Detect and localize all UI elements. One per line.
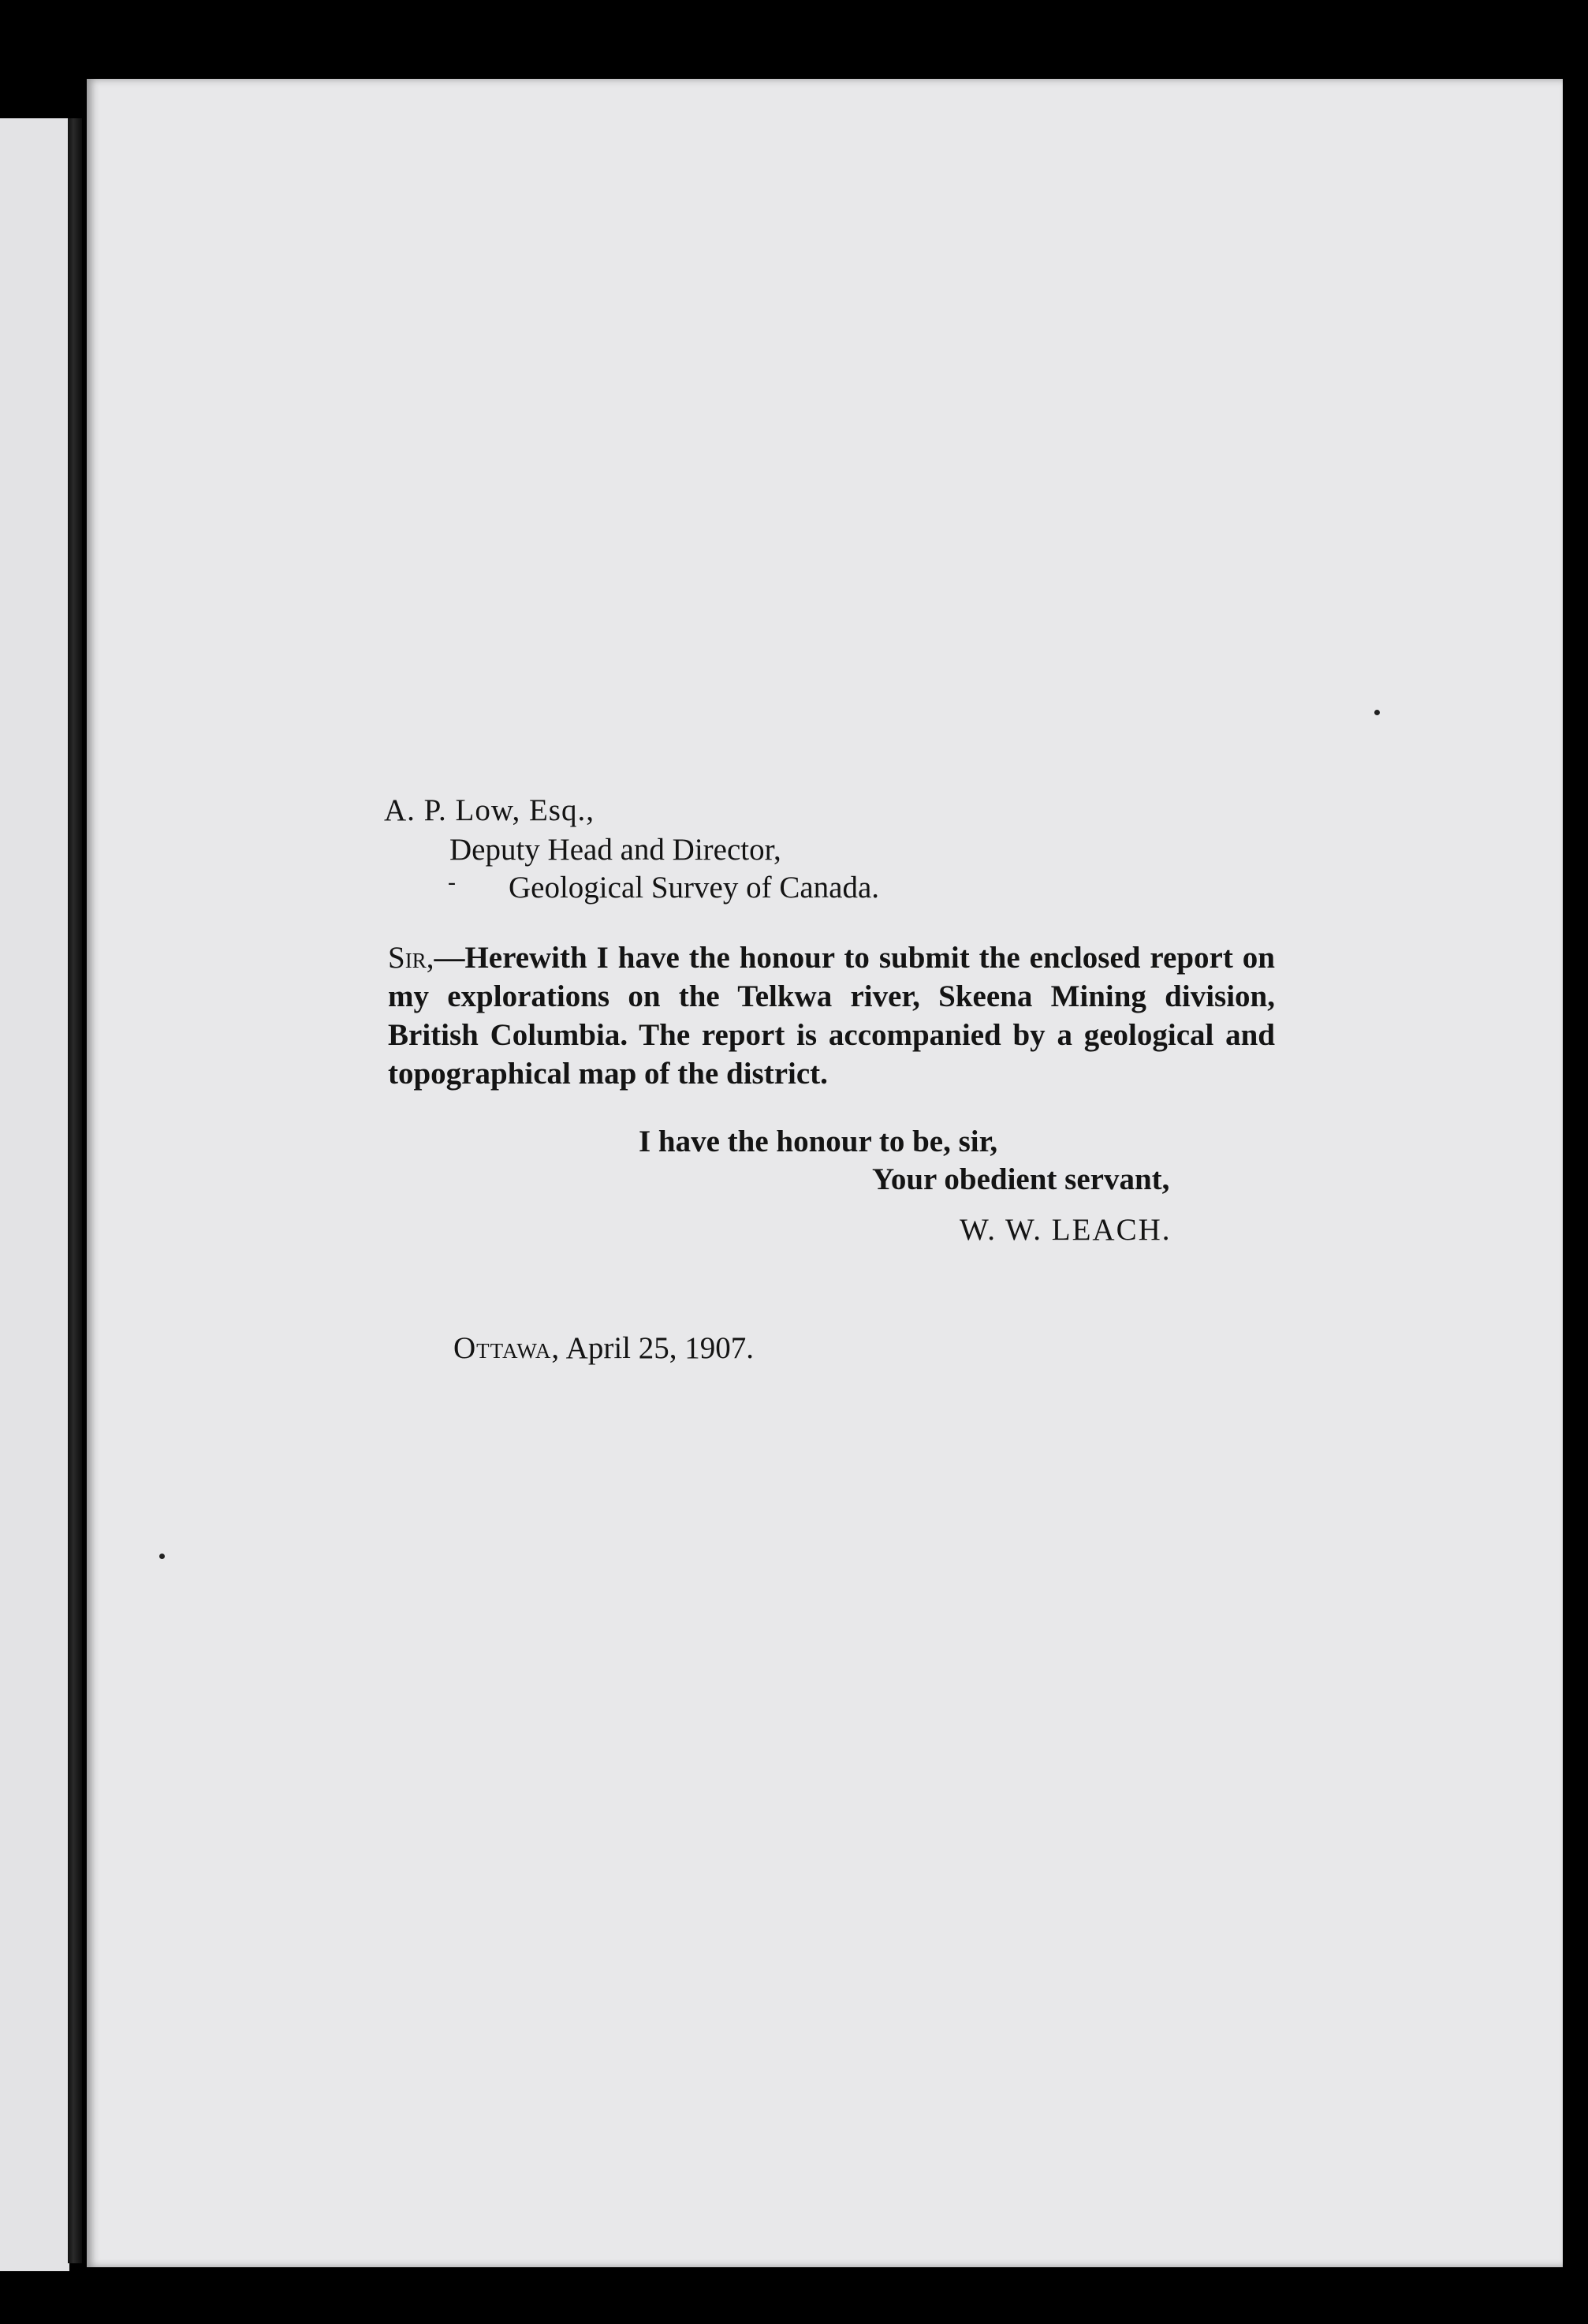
letter-body: [388, 938, 1275, 1093]
signature: W. W. LEACH.: [960, 1213, 1172, 1247]
body-text: —Herewith I have the honour to submit the enclosed report on my explorations on the Telkwa river, Skeena Mining division, British Columbia. The report is accompanied by a geological and topographical map of the district.: [388, 941, 1275, 1091]
date-text: April 25, 1907.: [560, 1331, 754, 1365]
scan-speck: [159, 1554, 165, 1559]
letter-page: [87, 79, 1563, 2267]
dateline: [453, 1330, 754, 1366]
closing-line-1: I have the honour to be, sir,: [639, 1125, 998, 1158]
scan-speck: [1374, 710, 1380, 715]
stray-dash-mark: -: [448, 869, 456, 895]
closing-line-2: Your obedient servant,: [872, 1162, 1170, 1196]
addressee-organization: Geological Survey of Canada.: [509, 871, 880, 905]
book-spine: [68, 118, 82, 2263]
adjacent-page-edge: [0, 118, 69, 2271]
salutation: Sir,: [388, 941, 434, 975]
addressee-title: Deputy Head and Director,: [449, 833, 781, 867]
addressee-name: A. P. Low, Esq.,: [384, 793, 595, 827]
date-place: Ottawa,: [453, 1331, 561, 1365]
